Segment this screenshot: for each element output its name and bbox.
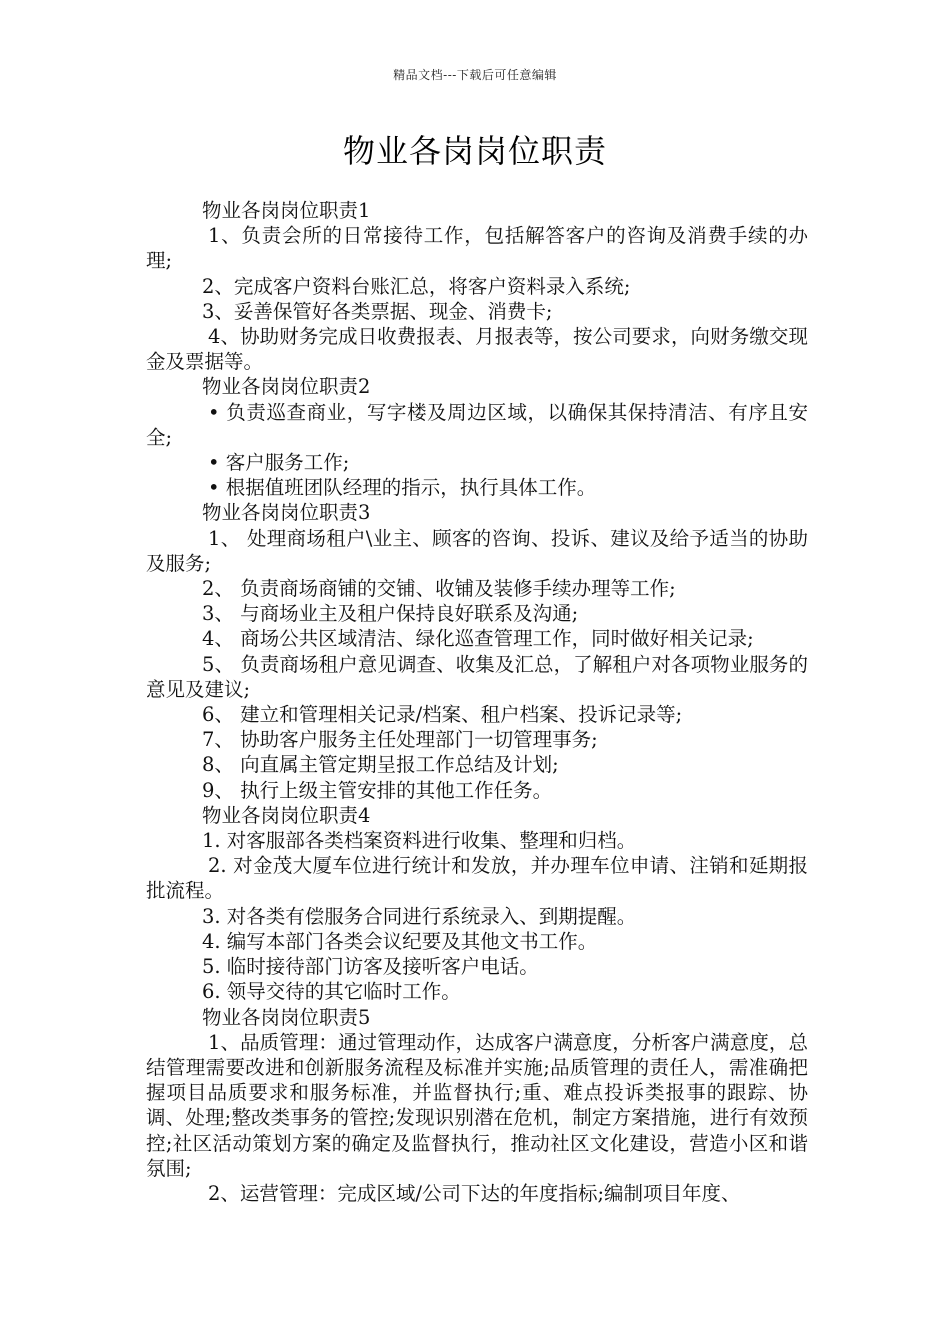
list-item: 1、负责会所的日常接待工作，包括解答客户的咨询及消费手续的办理; bbox=[146, 224, 808, 273]
list-item: 3、 与商场业主及租户保持良好联系及沟通; bbox=[202, 602, 579, 626]
list-item: 4. 编写本部门各类会议纪要及其他文书工作。 bbox=[202, 929, 598, 953]
list-item: 4、协助财务完成日收费报表、月报表等，按公司要求，向财务缴交现金及票据等。 bbox=[146, 325, 808, 374]
list-item: 6. 领导交待的其它临时工作。 bbox=[202, 980, 461, 1004]
list-item: 3. 对各类有偿服务合同进行系统录入、到期提醒。 bbox=[202, 904, 637, 928]
list-item: 3、妥善保管好各类票据、现金、消费卡; bbox=[202, 299, 553, 323]
list-item: 2、 负责商场商铺的交铺、收铺及装修手续办理等工作; bbox=[202, 577, 676, 601]
list-item: 4、 商场公共区域清洁、绿化巡查管理工作，同时做好相关记录; bbox=[202, 627, 754, 651]
list-item: 8、 向直属主管定期呈报工作总结及计划; bbox=[202, 753, 559, 777]
section-heading: 物业各岗岗位职责2 bbox=[202, 375, 371, 399]
list-item: 6、 建立和管理相关记录/档案、租户档案、投诉记录等; bbox=[202, 703, 683, 727]
list-item: • 根据值班团队经理的指示，执行具体工作。 bbox=[208, 476, 597, 500]
list-item: 5、 负责商场租户意见调查、收集及汇总，了解租户对各项物业服务的意见及建议; bbox=[146, 652, 808, 701]
section-heading: 物业各岗岗位职责4 bbox=[202, 803, 371, 827]
section-heading: 物业各岗岗位职责3 bbox=[202, 501, 371, 525]
list-item: 2. 对金茂大厦车位进行统计和发放，并办理车位申请、注销和延期报批流程。 bbox=[146, 854, 808, 903]
page-header-note: 精品文档---下载后可任意编辑 bbox=[393, 68, 557, 82]
list-item: 1. 对客服部各类档案资料进行收集、整理和归档。 bbox=[202, 829, 637, 853]
section-heading: 物业各岗岗位职责1 bbox=[202, 199, 371, 222]
list-item: 9、 执行上级主管安排的其他工作任务。 bbox=[202, 778, 553, 802]
list-item: • 负责巡查商业，写字楼及周边区域，以确保其保持清洁、有序且安全; bbox=[146, 400, 808, 449]
page-title: 物业各岗岗位职责 bbox=[342, 132, 607, 170]
list-item: 2、运营管理：完成区域/公司下达的年度指标;编制项目年度、 bbox=[208, 1181, 741, 1205]
list-item: • 客户服务工作; bbox=[208, 451, 350, 475]
list-item: 2、完成客户资料台账汇总，将客户资料录入系统; bbox=[202, 274, 631, 298]
section-heading: 物业各岗岗位职责5 bbox=[202, 1005, 371, 1029]
list-item: 5. 临时接待部门访客及接听客户电话。 bbox=[202, 955, 539, 979]
list-item: 1、品质管理：通过管理动作，达成客户满意度，分析客户满意度，总结管理需要改进和创新服务流程及标准并实施;品质管理的责任人，需准确把握项目品质要求和服务标准，并监督执行;重、难点投诉类报事的跟踪、协调、处理;整改类事务的管控;发现识别潜在危机，制定方案措施，进行有效预控;社区活动策划方案的确定及监督执行，推动社区文化建设，营造小区和谐氛围; bbox=[146, 1030, 808, 1180]
list-item: 1、 处理商场租户\业主、顾客的咨询、投诉、建议及给予适当的协助及服务; bbox=[146, 526, 808, 575]
list-item: 7、 协助客户服务主任处理部门一切管理事务; bbox=[202, 728, 598, 752]
document-body bbox=[146, 198, 808, 1206]
